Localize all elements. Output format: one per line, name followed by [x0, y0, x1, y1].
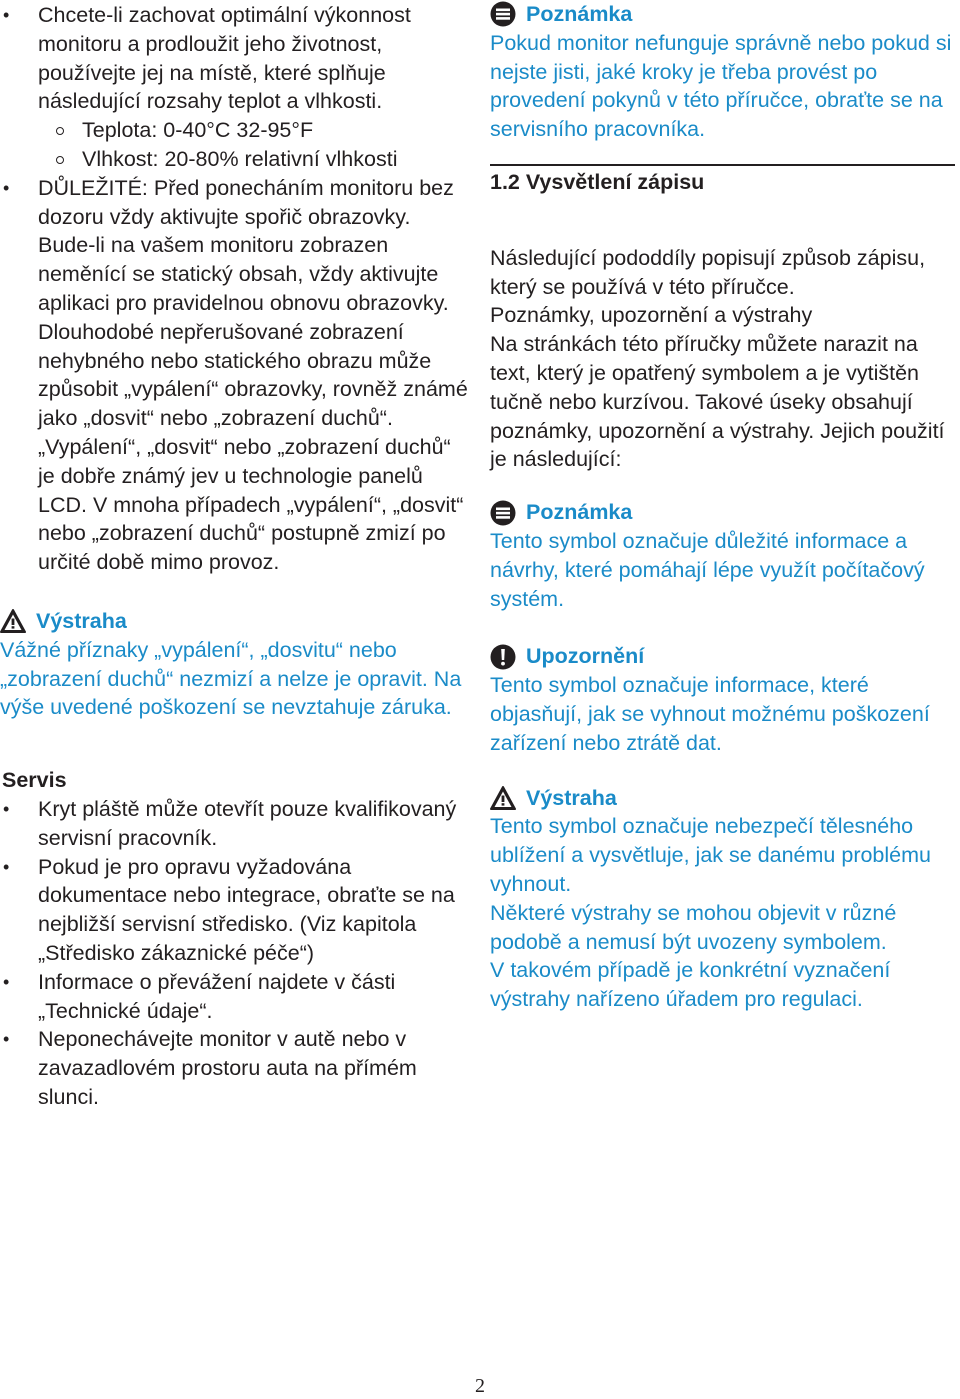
- note-title-row: [490, 0, 955, 29]
- caution-text: Tento symbol označuje informace, které objasňují, jak se vyhnout možnému poškození zařízení nebo ztrátě dat.: [490, 673, 930, 755]
- requirements-list: [0, 1, 470, 577]
- warning-title-row: [0, 607, 470, 636]
- caution-icon: [490, 644, 516, 670]
- left-column: [0, 0, 470, 1112]
- body-paragraph: Na stránkách této příručky můžete narazit na text, který je opatřený symbolem a je vytištěn tučně nebo kurzívou. Takové úseky obsahují poznámky, upozornění a výstrahy. Jejich použití je následující:: [490, 332, 945, 472]
- warning-title-row: [490, 784, 955, 813]
- list-item: • Kryt pláště může otevřít pouze kvalifikovaný servisní pracovník.: [0, 795, 470, 853]
- sub-list-item: Teplota: 0-40°C 32-95°F: [38, 116, 470, 145]
- warning-text: Tento symbol označuje nebezpečí tělesného ublížení a vysvětluje, jak se danému problému vyhnout.: [490, 814, 931, 896]
- note-callout: [490, 498, 955, 613]
- note-icon: [490, 1, 516, 27]
- section-heading: 1.2 Vysvětlení zápisu: [490, 164, 955, 197]
- sub-list: [38, 116, 470, 174]
- warning-title: Výstraha: [526, 785, 617, 810]
- note-text: Pokud monitor nefunguje správně nebo pokud si nejste jisti, jaké kroky je třeba provést po provedení pokynů v této příručce, obraťte se na servisního pracovníka.: [490, 30, 952, 142]
- note-title-row: [490, 498, 955, 527]
- list-item: • Neponechávejte monitor v autě nebo v zavazadlovém prostoru auta na přímém slunci.: [0, 1025, 470, 1111]
- note-title: Poznámka: [526, 500, 633, 525]
- page-number: 2: [475, 1375, 485, 1397]
- note-title: Poznámka: [526, 2, 633, 26]
- warning-text: V takovém případě je konkrétní vyznačení výstrahy nařízeno úřadem pro regulaci.: [490, 958, 891, 1012]
- note-text: Tento symbol označuje důležité informace a návrhy, které pomáhají lépe využít počítačový systém.: [490, 528, 925, 611]
- list-item: • Informace o převážení najdete v části „Technické údaje“.: [0, 968, 470, 1026]
- caution-callout: [490, 642, 955, 757]
- warning-icon: [0, 608, 26, 634]
- caution-title: Upozornění: [526, 644, 645, 669]
- note-icon: [490, 500, 516, 526]
- warning-text: Vážné příznaky „vypálení“, „dosvitu“ nebo „zobrazení duchů“ nezmizí a nelze je opravit. Na výše uvedené poškození se nevztahuje záruka.: [0, 637, 462, 720]
- warning-callout: [0, 607, 470, 722]
- servis-list: [0, 795, 470, 1112]
- warning-icon: [490, 785, 516, 811]
- list-item: [0, 1, 470, 174]
- list-item-text: Chcete-li zachovat optimální výkonnost monitoru a prodloužit jeho životnost, používejte jej na místě, které splňuje následující rozsahy teplot a vlhkosti.: [38, 3, 411, 114]
- warning-callout: [490, 784, 955, 1014]
- sub-list-item: Vlhkost: 20-80% relativní vlhkosti: [38, 145, 470, 174]
- intro-paragraph: Následující pododdíly popisují způsob zápisu, který se používá v této příručce.: [490, 245, 926, 299]
- warning-text: Některé výstrahy se mohou objevit v různé podobě a nemusí být uvozeny symbolem.: [490, 900, 897, 954]
- list-item: • DŮLEŽITÉ: Před ponecháním monitoru bez dozoru vždy aktivujte spořič obrazovky. Bude-li na vašem monitoru zobrazen neměnící se statický obsah, vždy aktivujte aplikaci pro pravidelnou obnovu obrazovky. Dlouhodobé nepřerušované zobrazení nehybného nebo statického obrazu může způsobit „vypálení“ obrazovky, rovněž známé jako „dosvit“ nebo „zobrazení duchů“. „Vypálení“, „dosvit“ nebo „zobrazení duchů“ je dobře známý jev u technologie panelů LCD. V mnoha případech „vypálení“, „dosvit“ nebo „zobrazení duchů“ postupně zmizí po určité době mimo provoz.: [0, 174, 470, 577]
- list-item: • Pokud je pro opravu vyžadována dokumentace nebo integrace, obraťte se na nejbližší servisní středisko. (Viz kapitola „Středisko zákaznické péče“): [0, 853, 470, 968]
- warning-title: Výstraha: [36, 608, 127, 633]
- note-callout-top: [490, 0, 955, 144]
- subheading: Poznámky, upozornění a výstrahy: [490, 303, 813, 328]
- servis-heading: Servis: [2, 768, 67, 793]
- right-column: [490, 0, 955, 1014]
- caution-title-row: [490, 642, 955, 671]
